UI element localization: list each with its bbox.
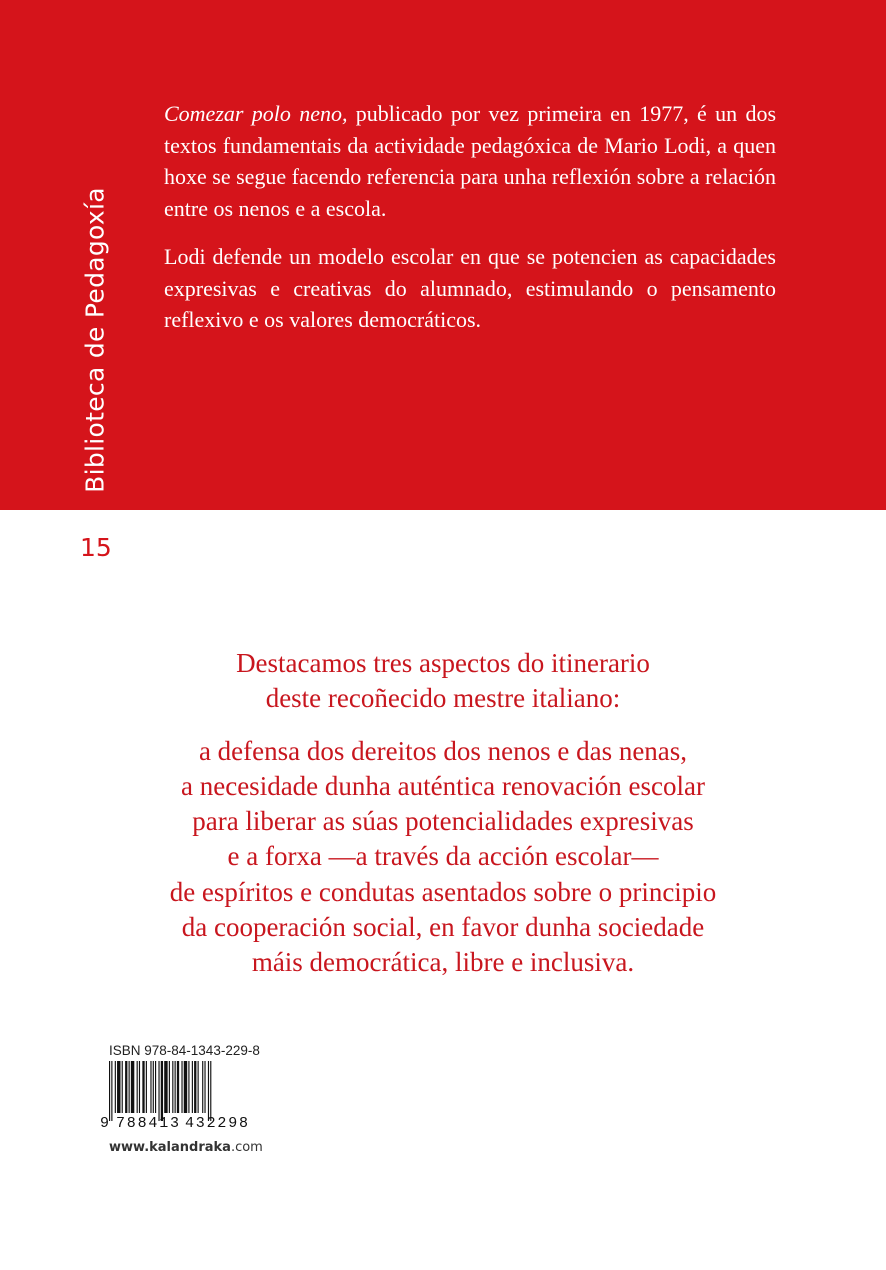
series-title: Biblioteca de Pedagoxía xyxy=(80,187,110,493)
barcode-bar xyxy=(115,1061,116,1113)
barcode-bar xyxy=(153,1061,154,1113)
highlight-intro-line: Destacamos tres aspectos do itinerario xyxy=(236,648,650,678)
highlight-body-line: a necesidade dunha auténtica renovación escolar xyxy=(181,770,705,801)
barcode-bar xyxy=(137,1061,138,1113)
red-header-band xyxy=(0,0,886,510)
barcode-bar xyxy=(142,1061,144,1113)
highlight-body-line: para liberar as súas potencialidades expresivas xyxy=(192,806,694,837)
highlight-body-line: a defensa dos dereitos dos nenos e das nenas, xyxy=(198,735,688,766)
highlight-body-line: da cooperación social, en favor dunha sociedade xyxy=(181,912,705,943)
barcode-bar xyxy=(146,1061,147,1113)
barcode-bar xyxy=(181,1061,182,1113)
barcode-bar xyxy=(204,1061,205,1113)
barcode-bar xyxy=(111,1061,112,1121)
barcode-bar xyxy=(175,1061,176,1113)
barcode-bar xyxy=(139,1061,140,1113)
barcode-digit-first: 9 xyxy=(100,1115,110,1129)
highlight-body-line: máis democrática, libre e inclusiva. xyxy=(251,947,635,978)
highlight-body xyxy=(120,734,766,981)
barcode-bar xyxy=(198,1061,199,1113)
highlight-body-line: de espíritos e condutas asentados sobre o principio xyxy=(169,876,717,907)
barcode-bar xyxy=(202,1061,203,1113)
barcode-bar xyxy=(117,1061,120,1113)
barcode-bar xyxy=(109,1061,110,1121)
barcode-bar xyxy=(164,1061,167,1113)
barcode-bar xyxy=(129,1061,130,1113)
blurb-paragraph-1 xyxy=(164,98,776,224)
isbn-label: ISBN 978-84-1343-229-8 xyxy=(109,1043,260,1058)
barcode-bar xyxy=(184,1061,187,1113)
isbn-barcode xyxy=(100,1061,260,1129)
blurb-paragraph-2: Lodi defende un modelo escolar en que se potencien as capacidades expresivas e creativas do alumnado, estimulando o pensamento reflexivo e os valores democráticos. xyxy=(164,244,776,332)
barcode-bar xyxy=(122,1061,123,1113)
website-url[interactable] xyxy=(109,1140,263,1155)
highlight-text xyxy=(120,646,766,981)
barcode-bar xyxy=(208,1061,209,1121)
website-tld: .com xyxy=(230,1140,263,1155)
highlight-body-line: e a forxa —a través da acción escolar— xyxy=(227,841,659,872)
barcode-bar xyxy=(172,1061,173,1113)
barcode-bar xyxy=(125,1061,127,1113)
back-cover-blurb xyxy=(164,98,776,336)
website-domain: www.kalandraka xyxy=(109,1140,231,1155)
volume-number: 15 xyxy=(80,533,112,562)
barcode-bar xyxy=(150,1061,151,1113)
barcode-bar xyxy=(169,1061,170,1113)
blurb-paragraph-1-text: publicado por vez primeira en 1977, é un dos textos fundamentais da actividade pedagóxica de Mario Lodi, a quen hoxe se segue facendo referencia para unha reflexión sobre a relación entre os nenos e a escola. xyxy=(164,101,777,221)
barcode-bar xyxy=(177,1061,179,1113)
barcode-bar xyxy=(131,1061,134,1113)
highlight-intro xyxy=(120,646,766,717)
barcode-bar xyxy=(188,1061,189,1113)
barcode-digits-group-1: 788413 xyxy=(116,1115,181,1129)
highlight-intro-line: deste recoñecido mestre italiano: xyxy=(265,683,621,714)
barcode-bar xyxy=(158,1061,159,1121)
barcode-bar xyxy=(194,1061,196,1113)
barcode-bar xyxy=(192,1061,193,1113)
barcode-digits-group-2: 432298 xyxy=(185,1115,250,1129)
barcode-bar xyxy=(161,1061,163,1121)
barcode-bar xyxy=(210,1061,211,1121)
barcode-bar xyxy=(155,1061,156,1113)
book-title-italic: Comezar polo neno, xyxy=(164,101,348,126)
